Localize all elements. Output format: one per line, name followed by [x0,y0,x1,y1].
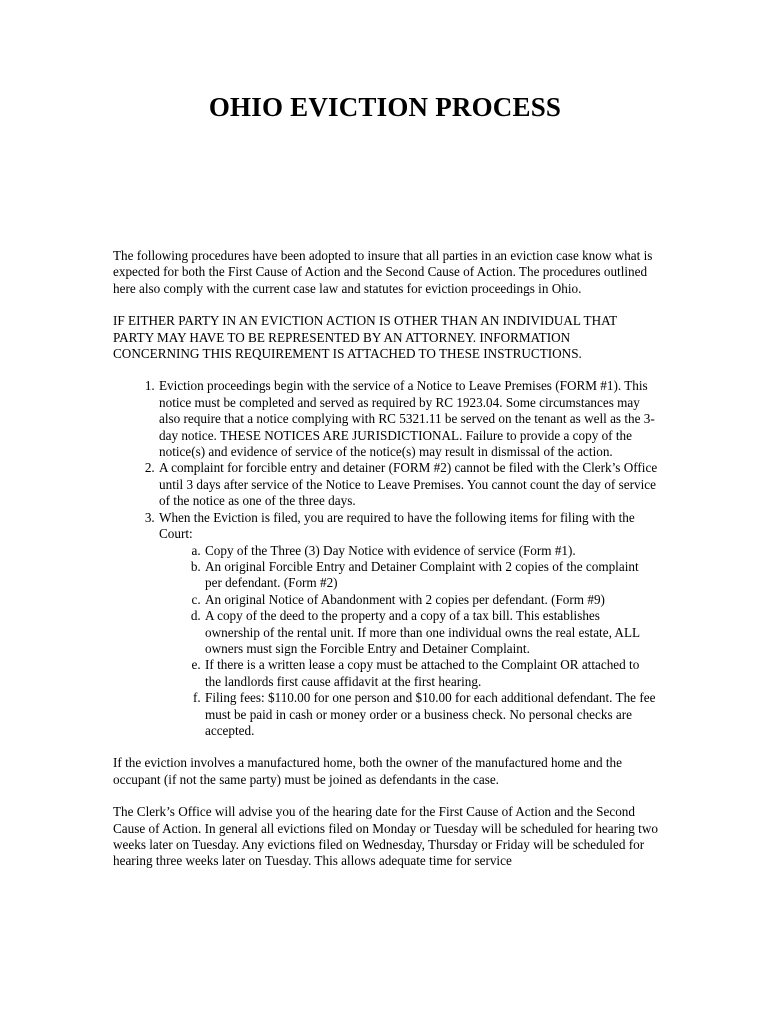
filing-item: a. Copy of the Three (3) Day Notice with evidence of service (Form #1). [204,543,658,559]
procedure-step [158,378,658,460]
manufactured-home-paragraph: If the eviction involves a manufactured home, both the owner of the manufactured home and the occupant (if not the same party) must be joined as defendants in the case. [113,755,623,787]
procedure-step-text: A complaint for forcible entry and detainer (FORM #2) cannot be filed with the Clerk’s Office until 3 days after service of the Notice to Leave Premises. You cannot count the day of service of the notice as one of the three days. [159,460,658,509]
filing-items-list [159,543,658,740]
attorney-notice-paragraph: IF EITHER PARTY IN AN EVICTION ACTION IS OTHER THAN AN INDIVIDUAL THAT PARTY MAY HAVE TO BE REPRESENTED BY AN ATTORNEY. INFORMATION CONCERNING THIS REQUIREMENT IS ATTACHED TO THESE INSTRUCTIONS. [113,313,617,362]
page-title: OHIO EVICTION PROCESS [208,92,562,122]
intro-paragraph: The following procedures have been adopted to insure that all parties in an eviction case know what is expected for both the First Cause of Action and the Second Cause of Action. The procedures outlined here also comply with the current case law and statutes for eviction proceedings in Ohio. [113,248,653,296]
procedure-step [158,510,658,740]
filing-item: e. If there is a written lease a copy must be attached to the Complaint OR attached to the landlords first cause affidavit at the first hearing. [204,657,658,690]
procedure-step-text: Eviction proceedings begin with the service of a Notice to Leave Premises (FORM #1). This notice must be completed and served as required by RC 1923.04. Some circumstances may also require that a notice complying with RC 5321.11 be served on the tenant as well as the 3-day notice. THESE NOTICES ARE JURISDICTIONAL. Failure to provide a copy of the notice(s) and evidence of service of the notice(s) may result in dismissal of the action. [159,378,655,460]
filing-item: f. Filing fees: $110.00 for one person and $10.00 for each additional defendant. The fee must be paid in cash or money order or a business check. No personal checks are accepted. [204,690,658,739]
filing-item: c. An original Notice of Abandonment with 2 copies per defendant. (Form #9) [204,592,658,608]
hearing-schedule-paragraph: The Clerk’s Office will advise you of the hearing date for the First Cause of Action and the Second Cause of Action. In general all evictions filed on Monday or Tuesday will be scheduled for hearing two weeks later on Tuesday. Any evictions filed on Wednesday, Thursday or Friday will be scheduled for hearing three weeks later on Tuesday. This allows adequate time for service [113,804,658,869]
procedure-steps-list [113,378,658,739]
filing-item: b. An original Forcible Entry and Detainer Complaint with 2 copies of the complaint per defendant. (Form #2) [204,559,658,592]
procedure-step-text: When the Eviction is filed, you are required to have the following items for filing with the Court: [159,509,635,542]
document-body [113,248,658,886]
filing-item: d. A copy of the deed to the property and a copy of a tax bill. This establishes ownership of the rental unit. If more than one individual owns the real estate, ALL owners must sign the Forcible Entry and Detainer Complaint. [204,608,658,657]
procedure-step [158,460,658,509]
